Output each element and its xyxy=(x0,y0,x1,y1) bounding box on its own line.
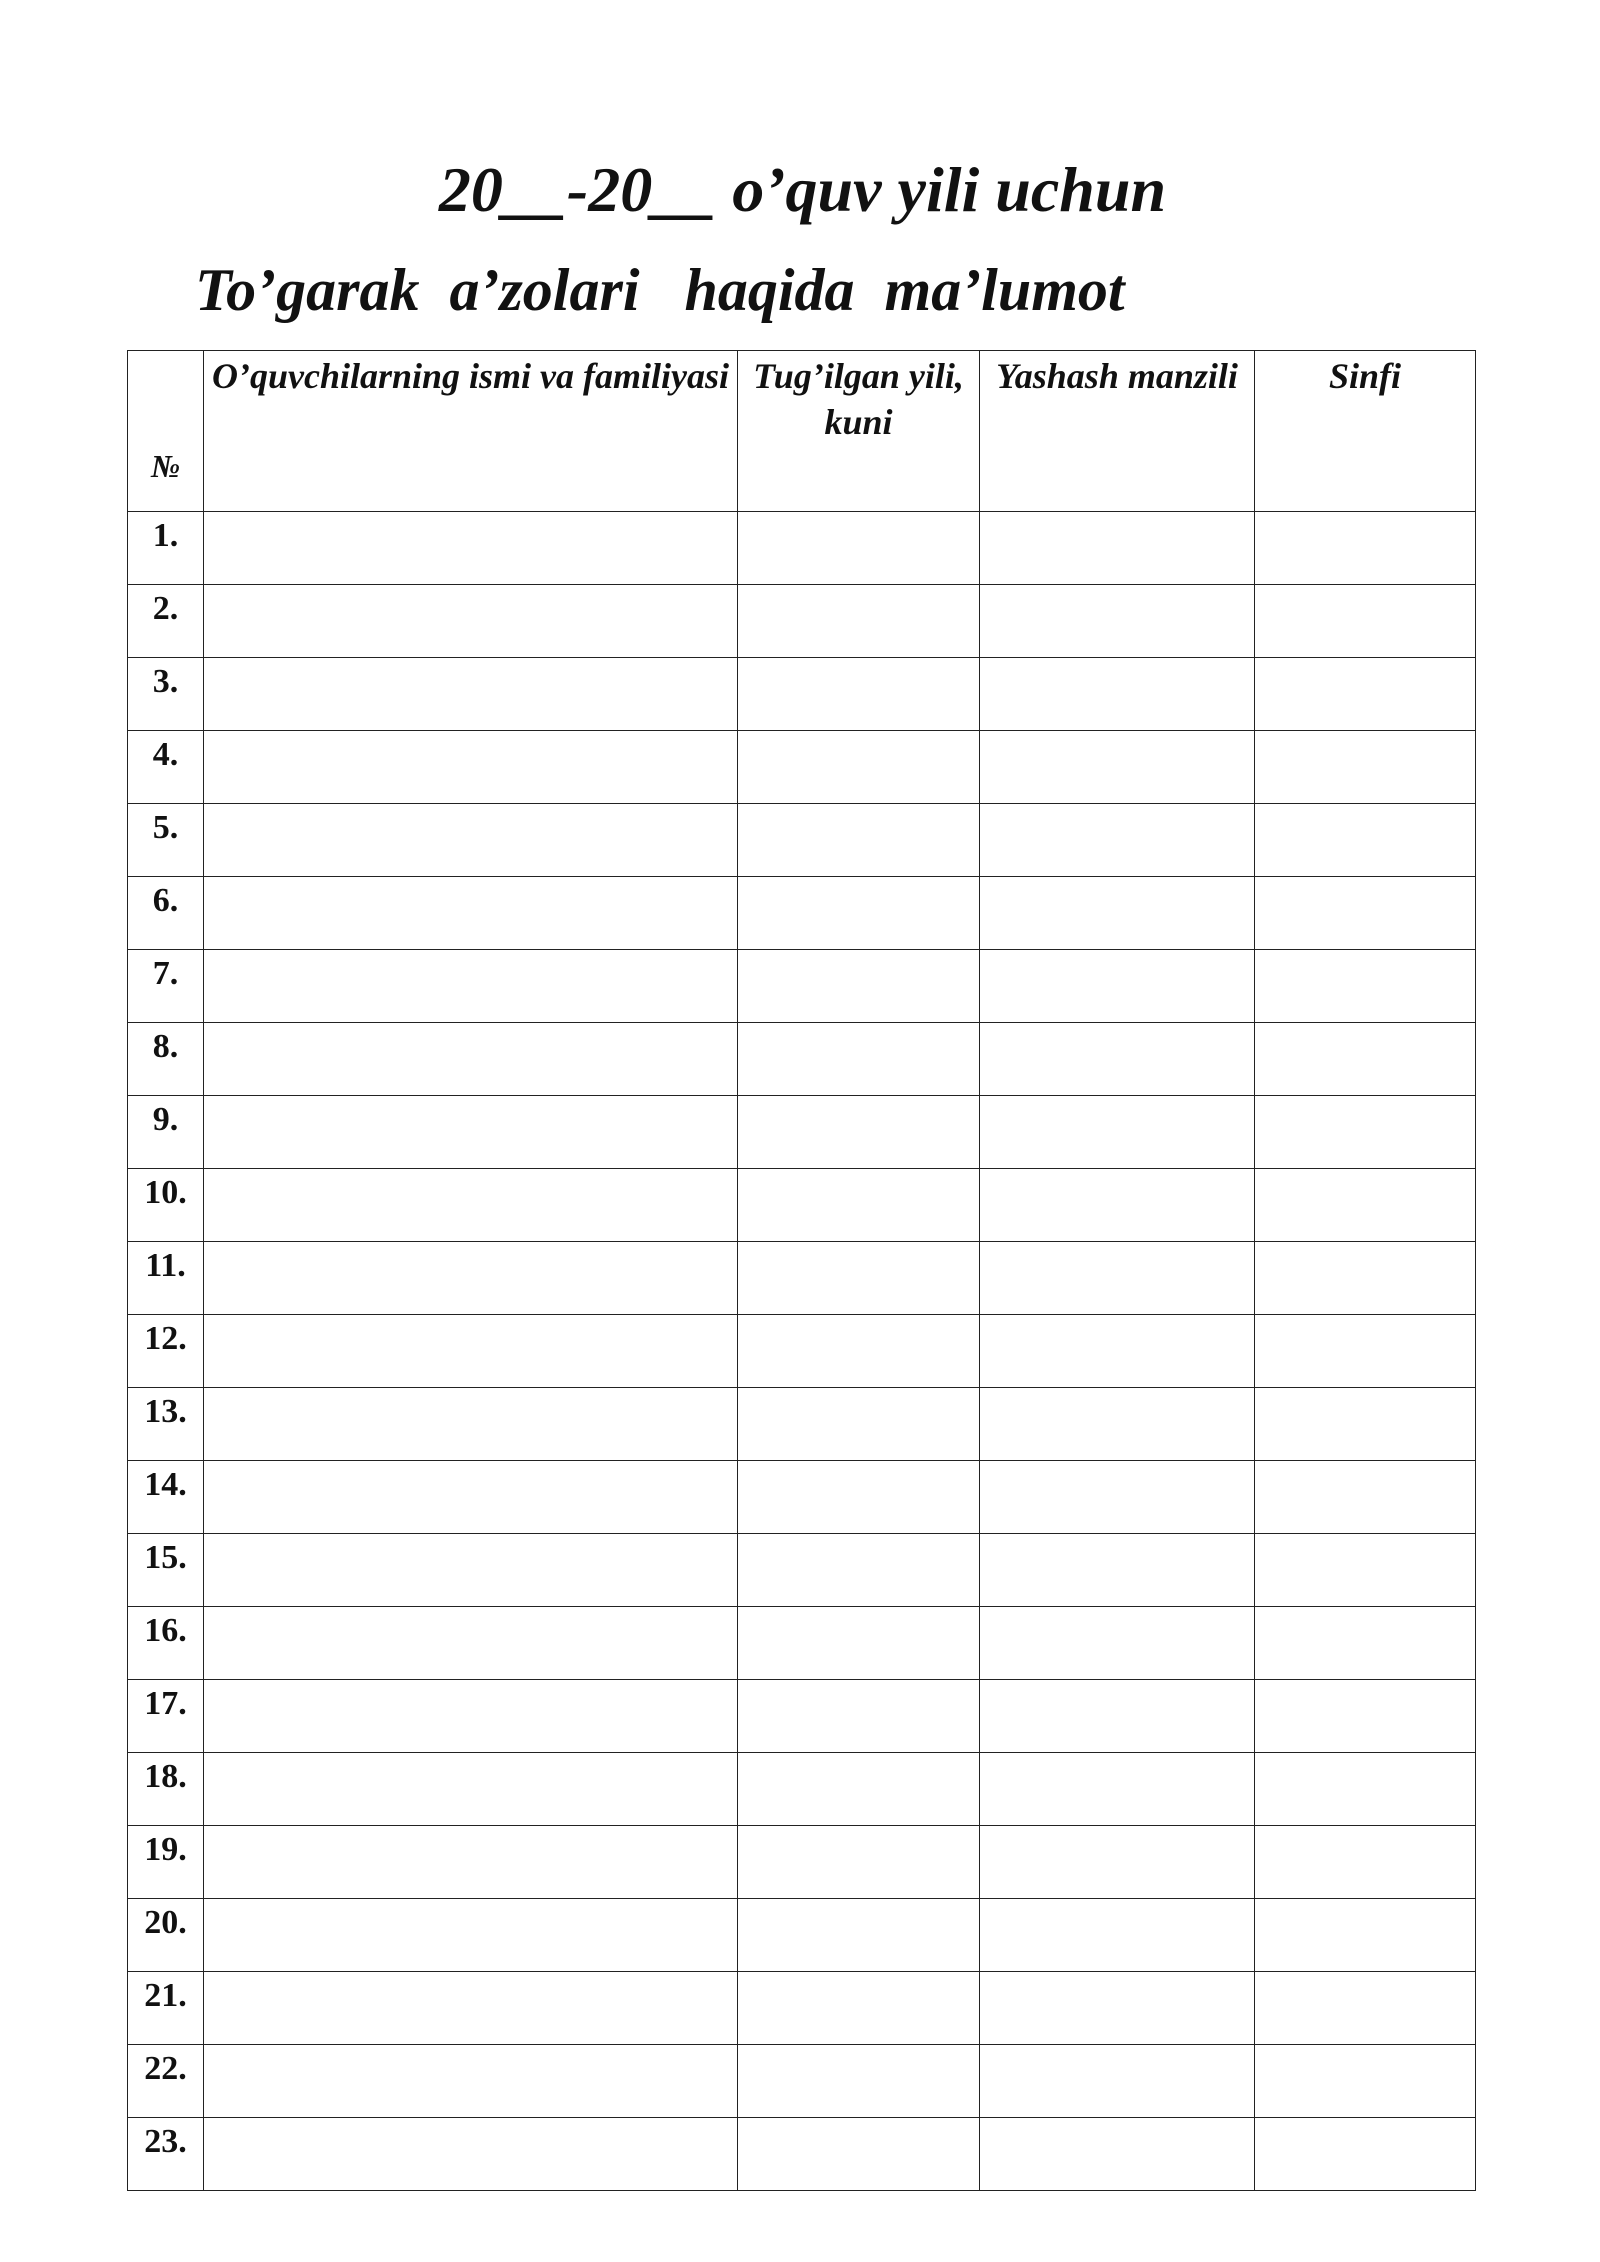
cell-class[interactable] xyxy=(1255,1169,1476,1242)
cell-address[interactable] xyxy=(980,877,1255,950)
column-header-birth-label: Tug’ilgan yili, kuni xyxy=(753,356,964,442)
row-number: 19. xyxy=(128,1826,204,1899)
cell-birth[interactable] xyxy=(738,1096,980,1169)
table-row xyxy=(128,2045,1476,2118)
cell-name[interactable] xyxy=(204,2118,738,2191)
row-number: 9. xyxy=(128,1096,204,1169)
cell-birth[interactable] xyxy=(738,512,980,585)
cell-address[interactable] xyxy=(980,804,1255,877)
table-row xyxy=(128,877,1476,950)
cell-name[interactable] xyxy=(204,1972,738,2045)
cell-birth[interactable] xyxy=(738,1169,980,1242)
cell-class[interactable] xyxy=(1255,658,1476,731)
cell-birth[interactable] xyxy=(738,877,980,950)
table-row xyxy=(128,1607,1476,1680)
row-number: 7. xyxy=(128,950,204,1023)
cell-name[interactable] xyxy=(204,1169,738,1242)
cell-birth[interactable] xyxy=(738,1388,980,1461)
cell-address[interactable] xyxy=(980,1096,1255,1169)
row-number: 12. xyxy=(128,1315,204,1388)
row-number: 15. xyxy=(128,1534,204,1607)
cell-address[interactable] xyxy=(980,1607,1255,1680)
table-row xyxy=(128,950,1476,1023)
row-number: 3. xyxy=(128,658,204,731)
cell-class[interactable] xyxy=(1255,1899,1476,1972)
cell-class[interactable] xyxy=(1255,1023,1476,1096)
cell-address[interactable] xyxy=(980,1753,1255,1826)
cell-address[interactable] xyxy=(980,2118,1255,2191)
cell-birth[interactable] xyxy=(738,1607,980,1680)
cell-birth[interactable] xyxy=(738,658,980,731)
table-row xyxy=(128,1826,1476,1899)
cell-class[interactable] xyxy=(1255,1315,1476,1388)
cell-address[interactable] xyxy=(980,1680,1255,1753)
cell-class[interactable] xyxy=(1255,1607,1476,1680)
table-row xyxy=(128,1388,1476,1461)
row-number: 23. xyxy=(128,2118,204,2191)
cell-class[interactable] xyxy=(1255,2118,1476,2191)
cell-name[interactable] xyxy=(204,1753,738,1826)
table-body xyxy=(128,512,1476,2191)
row-number: 16. xyxy=(128,1607,204,1680)
cell-name[interactable] xyxy=(204,1315,738,1388)
cell-address[interactable] xyxy=(980,1023,1255,1096)
row-number: 8. xyxy=(128,1023,204,1096)
table-row xyxy=(128,1315,1476,1388)
cell-address[interactable] xyxy=(980,1461,1255,1534)
cell-address[interactable] xyxy=(980,1169,1255,1242)
cell-birth[interactable] xyxy=(738,585,980,658)
cell-name[interactable] xyxy=(204,1023,738,1096)
column-header-address-label: Yashash manzili xyxy=(996,356,1238,396)
cell-name[interactable] xyxy=(204,1607,738,1680)
cell-birth[interactable] xyxy=(738,1972,980,2045)
cell-name[interactable] xyxy=(204,804,738,877)
column-header-class xyxy=(1255,351,1476,512)
cell-birth[interactable] xyxy=(738,950,980,1023)
row-number: 17. xyxy=(128,1680,204,1753)
cell-class[interactable] xyxy=(1255,1388,1476,1461)
cell-name[interactable] xyxy=(204,1096,738,1169)
cell-class[interactable] xyxy=(1255,1242,1476,1315)
table-row xyxy=(128,1534,1476,1607)
cell-address[interactable] xyxy=(980,1534,1255,1607)
cell-class[interactable] xyxy=(1255,950,1476,1023)
cell-birth[interactable] xyxy=(738,1315,980,1388)
table-row xyxy=(128,1096,1476,1169)
cell-class[interactable] xyxy=(1255,1826,1476,1899)
column-header-class-label: Sinfi xyxy=(1328,356,1402,396)
table-row xyxy=(128,804,1476,877)
cell-address[interactable] xyxy=(980,1899,1255,1972)
cell-birth[interactable] xyxy=(738,1680,980,1753)
cell-class[interactable] xyxy=(1255,1680,1476,1753)
cell-birth[interactable] xyxy=(738,1899,980,1972)
cell-birth[interactable] xyxy=(738,1753,980,1826)
cell-address[interactable] xyxy=(980,1826,1255,1899)
row-number: 21. xyxy=(128,1972,204,2045)
column-header-number: № xyxy=(128,351,204,512)
table-row xyxy=(128,585,1476,658)
cell-class[interactable] xyxy=(1255,585,1476,658)
row-number: 5. xyxy=(128,804,204,877)
cell-name[interactable] xyxy=(204,1242,738,1315)
row-number: 1. xyxy=(128,512,204,585)
cell-birth[interactable] xyxy=(738,1461,980,1534)
cell-name[interactable] xyxy=(204,1899,738,1972)
cell-class[interactable] xyxy=(1255,731,1476,804)
column-header-name xyxy=(204,351,738,512)
cell-birth[interactable] xyxy=(738,1023,980,1096)
cell-name[interactable] xyxy=(204,512,738,585)
cell-name[interactable] xyxy=(204,1534,738,1607)
cell-address[interactable] xyxy=(980,1242,1255,1315)
row-number: 4. xyxy=(128,731,204,804)
row-number: 2. xyxy=(128,585,204,658)
cell-class[interactable] xyxy=(1255,804,1476,877)
cell-address[interactable] xyxy=(980,2045,1255,2118)
row-number: 22. xyxy=(128,2045,204,2118)
cell-birth[interactable] xyxy=(738,1242,980,1315)
row-number: 20. xyxy=(128,1899,204,1972)
cell-birth[interactable] xyxy=(738,731,980,804)
cell-address[interactable] xyxy=(980,1388,1255,1461)
table-row xyxy=(128,1242,1476,1315)
cell-address[interactable] xyxy=(980,1315,1255,1388)
row-number: 13. xyxy=(128,1388,204,1461)
cell-class[interactable] xyxy=(1255,1096,1476,1169)
roster-table xyxy=(127,350,1476,2191)
table-row xyxy=(128,1169,1476,1242)
cell-birth[interactable] xyxy=(738,1826,980,1899)
cell-name[interactable] xyxy=(204,1388,738,1461)
cell-name[interactable] xyxy=(204,1461,738,1534)
row-number: 14. xyxy=(128,1461,204,1534)
page-subtitle: To’garak a’zolari haqida ma’lumot xyxy=(195,257,1125,323)
cell-class[interactable] xyxy=(1255,2045,1476,2118)
table-row xyxy=(128,1461,1476,1534)
row-number: 6. xyxy=(128,877,204,950)
cell-birth[interactable] xyxy=(738,2045,980,2118)
table-header-row xyxy=(128,351,1476,512)
cell-name[interactable] xyxy=(204,950,738,1023)
cell-class[interactable] xyxy=(1255,1534,1476,1607)
cell-birth[interactable] xyxy=(738,2118,980,2191)
page-title: 20__-20__ o’quv yili uchun xyxy=(438,154,1167,225)
cell-name[interactable] xyxy=(204,585,738,658)
cell-address[interactable] xyxy=(980,1972,1255,2045)
cell-class[interactable] xyxy=(1255,1753,1476,1826)
cell-address[interactable] xyxy=(980,512,1255,585)
cell-name[interactable] xyxy=(204,2045,738,2118)
cell-birth[interactable] xyxy=(738,804,980,877)
table-row xyxy=(128,1972,1476,2045)
row-number: 10. xyxy=(128,1169,204,1242)
cell-class[interactable] xyxy=(1255,1461,1476,1534)
cell-address[interactable] xyxy=(980,658,1255,731)
table-row xyxy=(128,731,1476,804)
cell-name[interactable] xyxy=(204,658,738,731)
table-row xyxy=(128,512,1476,585)
cell-name[interactable] xyxy=(204,1680,738,1753)
cell-class[interactable] xyxy=(1255,512,1476,585)
cell-birth[interactable] xyxy=(738,1534,980,1607)
table-row xyxy=(128,1899,1476,1972)
column-header-address xyxy=(980,351,1255,512)
column-header-name-label: O’quvchilarning ismi va familiyasi xyxy=(211,356,730,396)
cell-name[interactable] xyxy=(204,1826,738,1899)
column-header-birth xyxy=(738,351,980,512)
cell-class[interactable] xyxy=(1255,877,1476,950)
cell-name[interactable] xyxy=(204,877,738,950)
cell-address[interactable] xyxy=(980,731,1255,804)
table-row xyxy=(128,658,1476,731)
cell-name[interactable] xyxy=(204,731,738,804)
cell-address[interactable] xyxy=(980,950,1255,1023)
row-number: 18. xyxy=(128,1753,204,1826)
cell-address[interactable] xyxy=(980,585,1255,658)
table-row xyxy=(128,1023,1476,1096)
table-row xyxy=(128,1680,1476,1753)
cell-class[interactable] xyxy=(1255,1972,1476,2045)
table-row xyxy=(128,2118,1476,2191)
row-number: 11. xyxy=(128,1242,204,1315)
table-row xyxy=(128,1753,1476,1826)
